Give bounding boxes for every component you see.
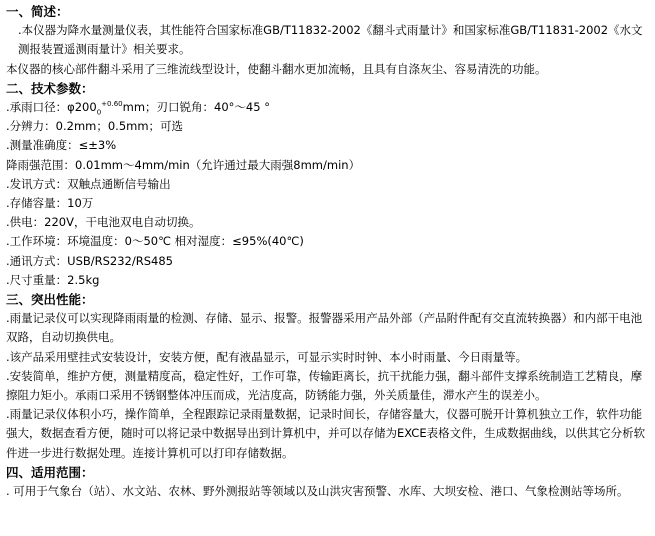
intro-paragraph: .本仪器为降水量测量仪表，其性能符合国家标准GB/T11832-2002《翻斗式雨量计》和国家标准GB/T11831-2002《水文测报装置遥测雨量计》相关要求。 — [18, 23, 643, 57]
feature-item: .雨量记录仪可以实现降雨雨量的检测、存储、显示、报警。报警器采用产品外部（产品附件配有交直流转换器）和内部干电池双路，自动切换供电。 — [6, 311, 643, 345]
param-signal-mode: .发讯方式：双触点通断信号输出 — [6, 176, 171, 191]
intro-core-paragraph: 本仪器的核心部件翻斗采用了三维流线型设计，使翻斗翻水更加流畅，且具有自涤灰尘、容易清洗的功能。 — [6, 61, 547, 76]
param-diameter — [6, 98, 649, 117]
intro-heading: 一、简述： — [6, 4, 69, 19]
feature-item: .该产品采用壁挂式安装设计，安装方便，配有液晶显示，可显示实时时钟、本小时雨量、今日雨量等。 — [6, 349, 528, 364]
param-diameter-superscript: +0.60 — [101, 100, 123, 109]
params-heading: 二、技术参数： — [6, 80, 94, 96]
features-heading: 三、突出性能： — [6, 292, 94, 308]
param-diameter-suffix: mm；刃口锐角：40°～45 ° — [122, 100, 270, 115]
param-intensity-range: 降雨强范围：0.01mm～4mm/min（允许通过最大雨强8mm/min） — [6, 157, 361, 172]
scope-text: . 可用于气象台（站）、水文站、农林、野外测报站等领域以及山洪灾害预警、水库、大坝安检、港口、气象检测站等场所。 — [6, 484, 629, 499]
param-storage: .存储容量：10万 — [6, 196, 94, 211]
param-size-weight: .尺寸重量：2.5kg — [6, 272, 100, 287]
param-environment: .工作环境：环境温度：0～50℃ 相对湿度：≤95%(40℃) — [6, 234, 304, 249]
param-communication: .通讯方式：USB/RS232/RS485 — [6, 253, 173, 268]
param-resolution: .分辨力：0.2mm；0.5mm；可选 — [6, 119, 184, 134]
param-diameter-subscript: 0 — [96, 108, 102, 117]
param-diameter-prefix: .承雨口径：φ200 — [6, 100, 97, 115]
param-accuracy: .测量准确度：≤±3% — [6, 138, 117, 153]
feature-item: .安装简单，维护方便，测量精度高，稳定性好，工作可靠，传输距离长，抗干扰能力强，翻斗部件支撑系统制造工艺精良，摩擦阻力矩小。承雨口采用不锈钢整体冲压而成，光洁度高，防锈能力强，外关质量佳，滞水产生的误差小。 — [6, 368, 643, 403]
param-power: .供电：220V，干电池双电自动切换。 — [6, 215, 201, 230]
feature-item: .雨量记录仪体积小巧，操作简单，全程跟踪记录雨量数据，记录时间长，存储容量大，仪器可脱开计算机独立工作，软件功能强大，数据查看方便，随时可以将记录中数据导出到计算机中，并可以存储为EXCE表格文件，生成数据曲线，以供其它分析软件进一步进行数据处理。连接计算机可以打印存储数据。 — [6, 407, 646, 460]
scope-heading: 四、适用范围： — [6, 464, 94, 480]
